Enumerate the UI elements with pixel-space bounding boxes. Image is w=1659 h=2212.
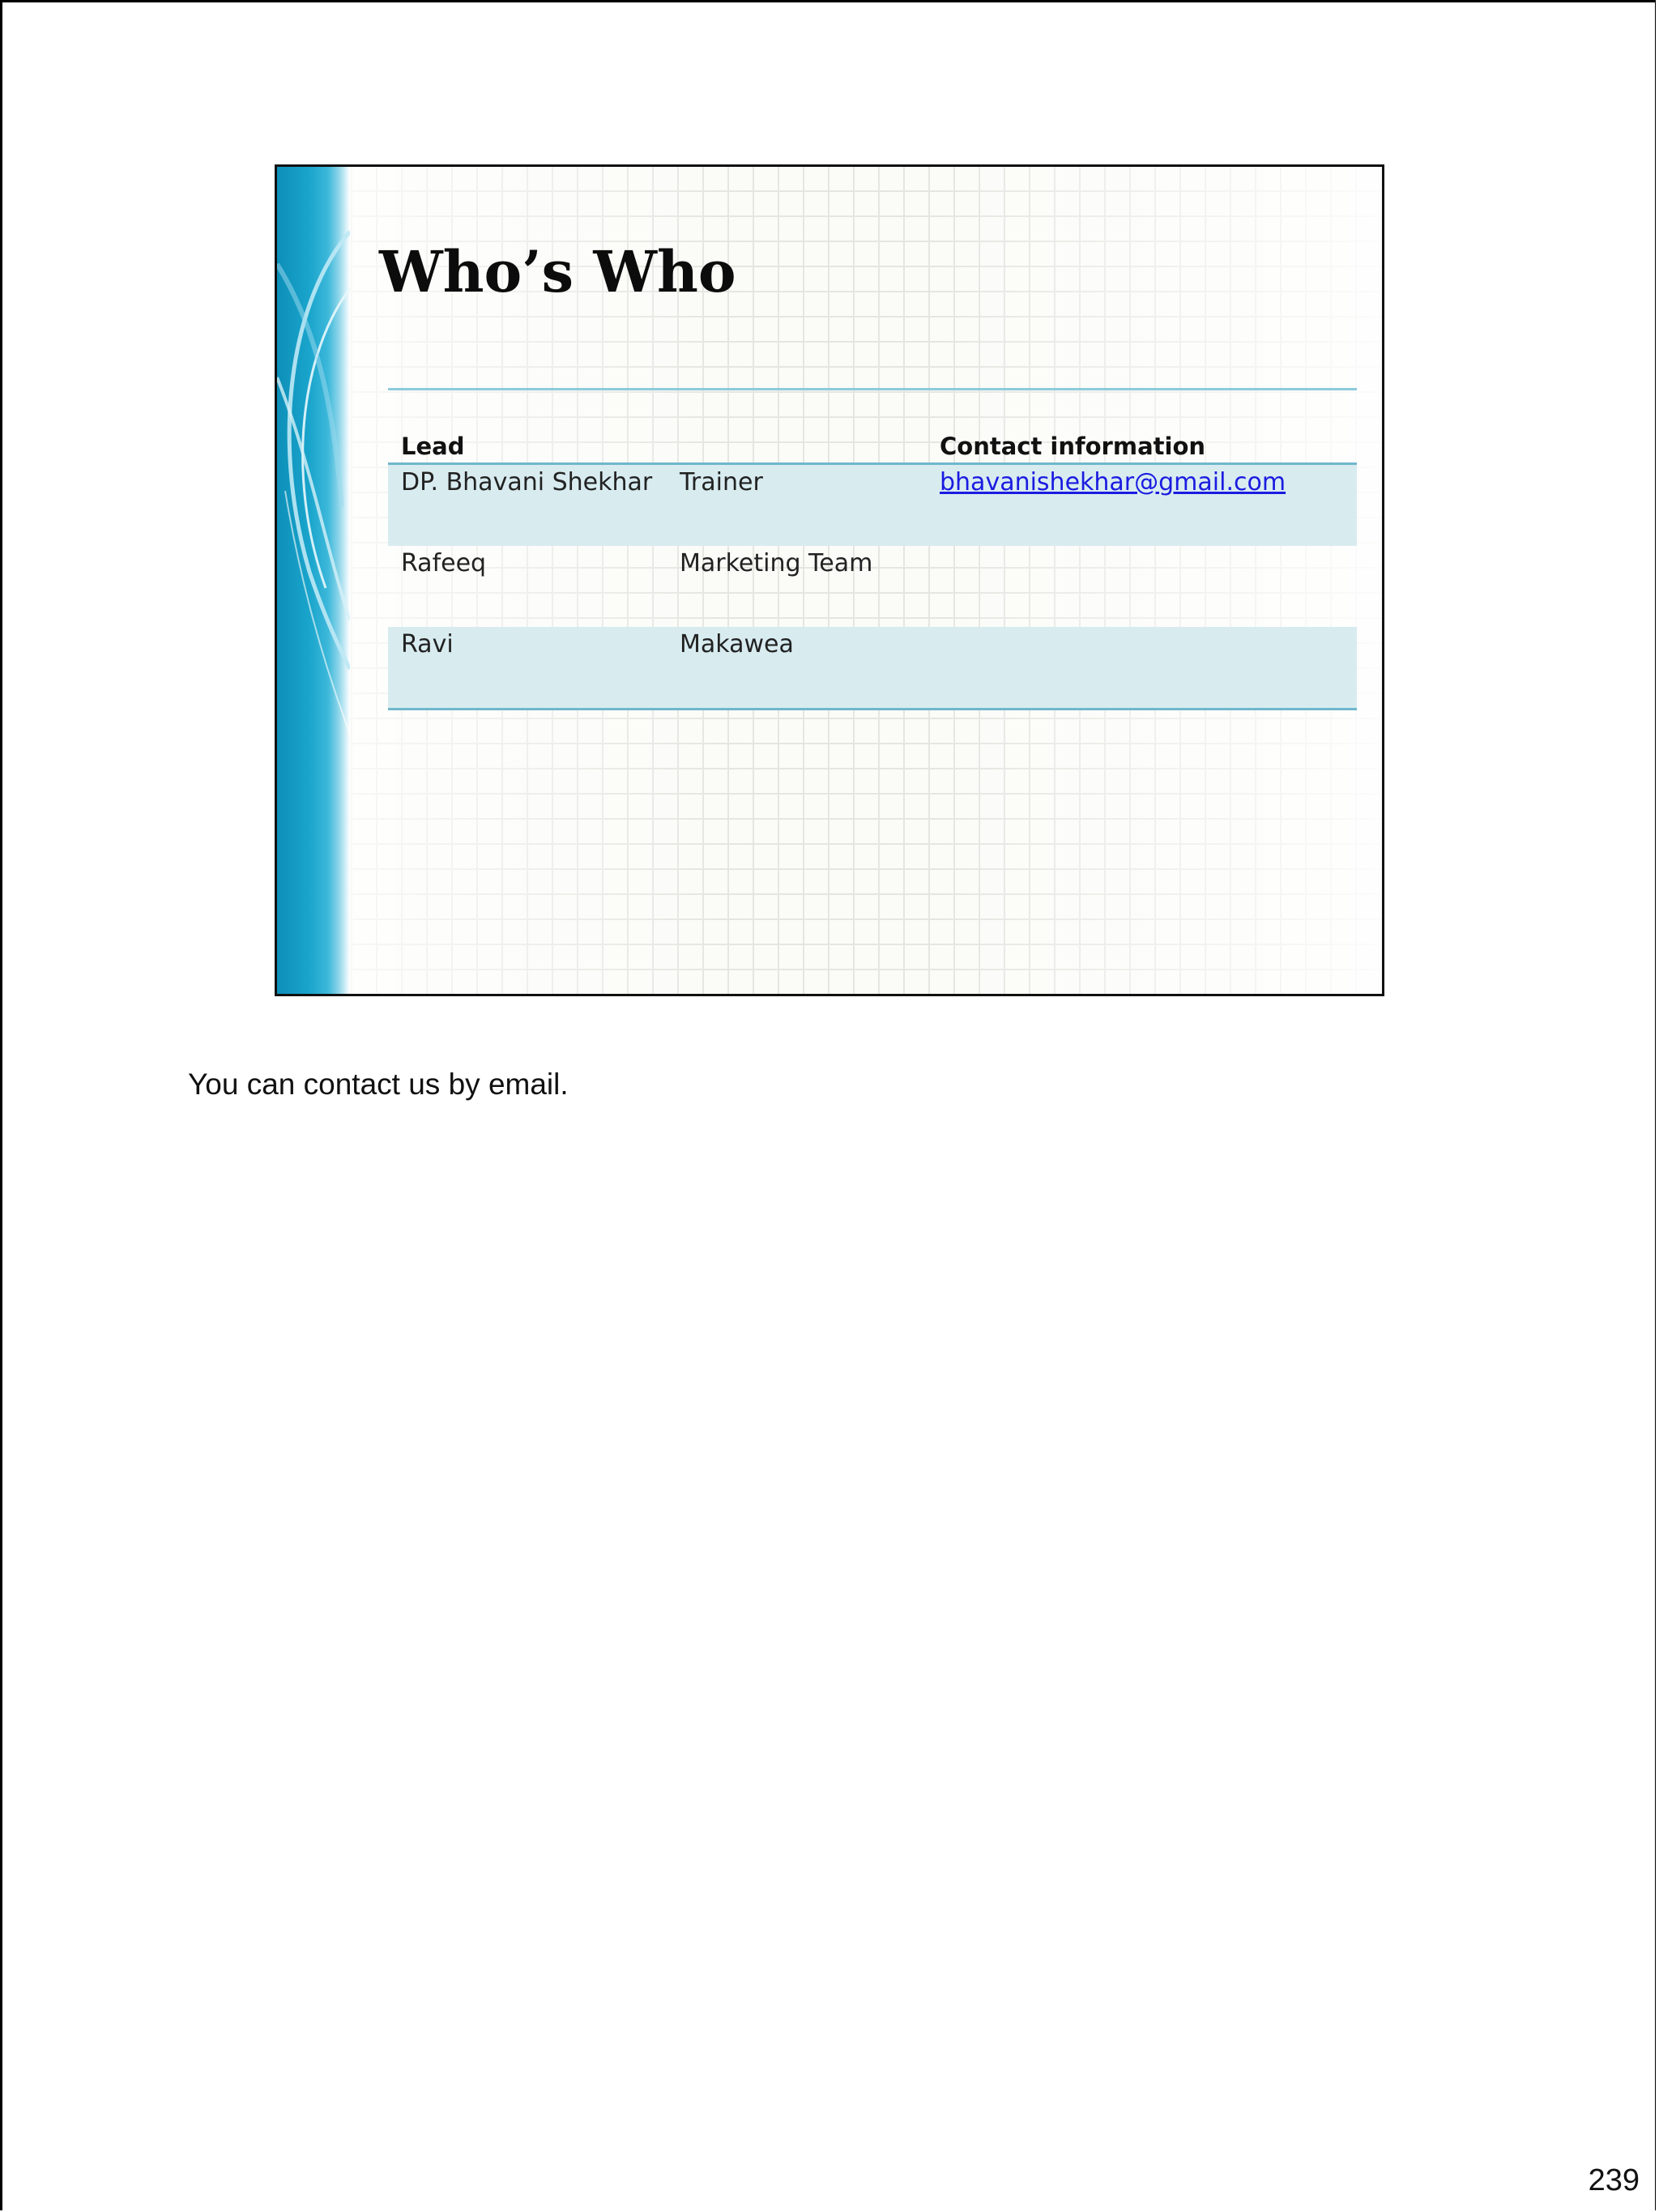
title-divider bbox=[388, 388, 1357, 390]
row-role: Marketing Team bbox=[680, 549, 873, 578]
header-lead: Lead bbox=[401, 433, 465, 460]
speaker-notes: You can contact us by email. bbox=[188, 1068, 569, 1101]
row-name: Ravi bbox=[401, 630, 454, 658]
contacts-table bbox=[388, 424, 1357, 710]
row-role: Makawea bbox=[680, 630, 794, 658]
table-bottom-divider bbox=[388, 708, 1357, 710]
swoosh-decoration-icon bbox=[277, 167, 350, 996]
row-role: Trainer bbox=[680, 468, 763, 497]
email-link[interactable]: bhavanishekhar@gmail.com bbox=[940, 468, 1286, 497]
slide-title: Who’s Who bbox=[379, 238, 736, 305]
table-row bbox=[388, 627, 1357, 708]
row-name: Rafeeq bbox=[401, 549, 487, 578]
table-row bbox=[388, 465, 1357, 546]
slide bbox=[275, 164, 1384, 996]
table-header bbox=[388, 424, 1357, 465]
row-name: DP. Bhavani Shekhar bbox=[401, 468, 653, 497]
slide-side-band bbox=[277, 167, 350, 994]
page-number: 239 bbox=[1588, 2163, 1640, 2197]
header-contact-information: Contact information bbox=[940, 433, 1206, 460]
table-row bbox=[388, 546, 1357, 627]
